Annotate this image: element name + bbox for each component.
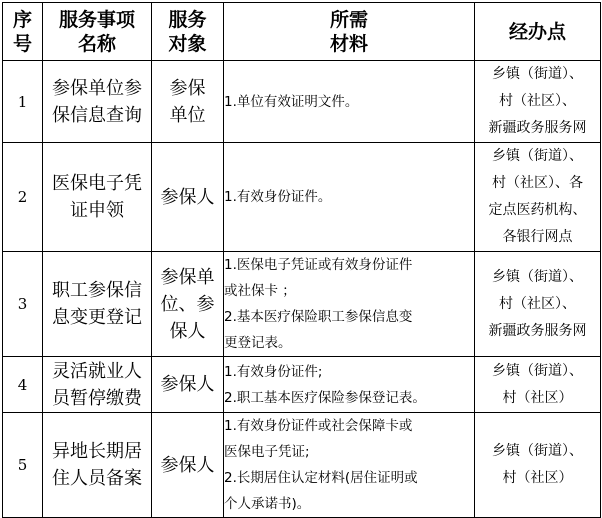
office-line: 村（社区） [502,389,573,406]
service-name-line: 住人员备案 [52,468,142,489]
service-target-line: 参保单 [160,266,215,288]
table-row [3,61,601,143]
office-cell [475,252,601,357]
office-line: 乡镇（街道）、 [492,66,583,82]
office-line: 村（社区）、 [499,295,576,312]
header-no-line: 号 [12,32,32,55]
service-name-cell [43,143,152,252]
service-table [2,2,601,518]
office-cell [475,413,601,518]
service-target-line: 参保人 [160,186,215,208]
header-no-line: 序 [12,8,32,31]
row-number-cell: 3 [3,252,43,357]
header-office-line: 经办点 [508,20,566,43]
materials-cell [224,413,475,518]
header-name-line: 名称 [77,32,116,55]
materials-line: 个人承诺书)。 [224,496,311,512]
office-line: 各银行网点 [502,229,573,245]
service-target-line: 参保 [169,77,206,99]
header-materials-line: 材料 [329,32,368,55]
service-name-line: 异地长期居 [52,441,142,462]
service-target-cell [152,61,224,143]
header-name [43,3,152,61]
service-target-line: 单位 [169,104,206,126]
service-target-line: 位、参 [160,293,215,315]
office-line: 乡镇（街道）、 [492,443,583,459]
office-line: 村（社区） [502,470,573,486]
table-row [3,357,601,413]
materials-cell [224,61,475,143]
service-name-cell [43,252,152,357]
row-number-cell: 4 [3,357,43,413]
materials-line: 2.职工基本医疗保险参保登记表。 [224,389,426,406]
table-row [3,143,601,252]
office-cell [475,143,601,252]
materials-line: 1.有效身份证件或社会保障卡或 [224,418,413,434]
header-office [475,3,601,61]
service-name-line: 医保电子凭 [52,173,142,194]
table-row [3,413,601,518]
service-target-line: 保人 [169,320,206,342]
materials-cell [224,357,475,413]
materials-line: 或社保卡 ； [224,283,296,299]
service-target-line: 参保人 [160,454,215,476]
service-target-cell [152,143,224,252]
service-target-cell [152,413,224,518]
office-line: 新疆政务服务网 [488,322,587,339]
office-line: 乡镇（街道）、 [492,362,583,379]
header-materials-line: 所需 [329,8,368,31]
service-target-line: 参保人 [160,374,215,395]
service-name-line: 证申领 [70,200,124,221]
service-name-cell [43,413,152,518]
header-target-line: 对象 [168,32,207,55]
service-name-cell [43,61,152,143]
materials-line: 1.单位有效证明文件。 [224,93,359,110]
service-name-line: 灵活就业人 [52,360,142,382]
header-target-line: 服务 [168,8,207,31]
materials-line: 1.医保电子凭证或有效身份证件 [224,257,413,273]
materials-cell [224,143,475,252]
office-line: 定点医药机构、 [488,202,587,218]
row-number-cell: 2 [3,143,43,252]
office-line: 乡镇（街道）、 [492,148,583,164]
header-name-line: 服务事项 [58,8,135,31]
service-name-line: 保信息查询 [52,104,142,126]
service-name-line: 职工参保信 [52,280,142,301]
service-target-cell [152,357,224,413]
service-target-cell [152,252,224,357]
header-target [152,3,224,61]
office-line: 新疆政务服务网 [488,120,587,136]
materials-line: 1.有效身份证件。 [224,189,332,205]
materials-cell [224,252,475,357]
office-line: 村（社区）、各 [492,175,583,191]
materials-line: 2.长期居住认定材料(居住证明或 [224,470,418,486]
office-cell [475,61,601,143]
row-number-cell: 5 [3,413,43,518]
table-body [3,61,601,518]
row-number-cell: 1 [3,61,43,143]
service-name-cell [43,357,152,413]
service-name-line: 参保单位参 [52,77,142,99]
materials-line: 2.基本医疗保险职工参保信息变 [224,309,413,325]
materials-line: 更登记表。 [224,335,292,351]
service-name-line: 员暂停缴费 [52,387,142,409]
materials-line: 医保电子凭证; [224,444,310,460]
header-materials [224,3,475,61]
header-no [3,3,43,61]
service-name-line: 息变更登记 [52,307,142,328]
office-line: 村（社区）、 [499,93,576,109]
header-row [3,3,601,61]
table-row [3,252,601,357]
materials-line: 1.有效身份证件; [224,363,323,380]
office-line: 乡镇（街道）、 [492,268,583,285]
office-cell [475,357,601,413]
